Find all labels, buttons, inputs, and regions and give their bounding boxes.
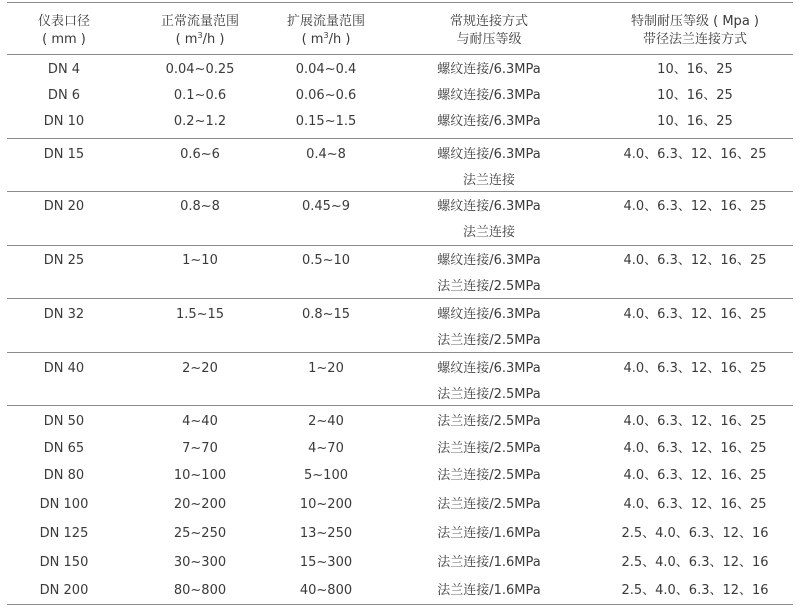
cell-extended-flow: 40~800 — [299, 583, 353, 598]
cell-connection-secondary: 法兰连接/2.5MPa — [437, 279, 541, 294]
cell-connection: 螺纹连接/6.3MPa — [437, 62, 541, 77]
header-normal-flow-unit: ( $m^3/h$ ) — [175, 31, 225, 47]
cell-connection: 螺纹连接/6.3MPa — [437, 114, 541, 129]
cell-special-pressure: 4.0、6.3、12、16、25 — [623, 307, 767, 322]
header-size-unit: ( mm ) — [42, 32, 86, 47]
cell-size: DN 150 — [39, 555, 89, 570]
header-special-pressure-title: 特制耐压等级 ( Mpa ) — [631, 14, 759, 29]
cell-size: DN 65 — [43, 441, 85, 456]
cell-connection: 螺纹连接/6.3MPa — [437, 88, 541, 103]
cell-size: DN 125 — [39, 526, 89, 541]
cell-connection-secondary: 法兰连接/2.5MPa — [437, 387, 541, 402]
cell-extended-flow: 4~70 — [308, 441, 344, 456]
cell-size: DN 80 — [43, 468, 85, 483]
cell-special-pressure: 10、16、25 — [657, 88, 733, 103]
cell-connection-secondary: 法兰连接 — [462, 225, 516, 240]
header-special-pressure-subtitle: 带径法兰连接方式 — [642, 32, 748, 47]
cell-size: DN 200 — [39, 583, 89, 598]
cell-normal-flow: 30~300 — [173, 555, 227, 570]
cell-connection: 法兰连接/1.6MPa — [437, 526, 541, 541]
cell-extended-flow: 0.45~9 — [301, 199, 351, 214]
cell-normal-flow: 1.5~15 — [175, 307, 225, 322]
cell-extended-flow: 1~20 — [308, 361, 344, 376]
cell-extended-flow: 0.4~8 — [306, 147, 346, 162]
group-divider — [7, 245, 793, 246]
cell-normal-flow: 0.1~0.6 — [173, 88, 227, 103]
cell-extended-flow: 0.04~0.4 — [295, 62, 357, 77]
cell-size: DN 50 — [43, 414, 85, 429]
table-bottom-border — [7, 604, 793, 605]
group-divider — [7, 352, 793, 353]
header-extended-flow-unit: ( $m^3/h$ ) — [301, 31, 351, 47]
cell-special-pressure: 2.5、4.0、6.3、12、16 — [621, 583, 769, 598]
cell-extended-flow: 0.06~0.6 — [295, 88, 357, 103]
cell-size: DN 100 — [39, 497, 89, 512]
cell-extended-flow: 0.5~10 — [301, 253, 351, 268]
cell-normal-flow: 10~100 — [173, 468, 227, 483]
cell-normal-flow: 20~200 — [173, 497, 227, 512]
cell-special-pressure: 4.0、6.3、12、16、25 — [623, 147, 767, 162]
group-divider — [7, 191, 793, 192]
cell-extended-flow: 15~300 — [299, 555, 353, 570]
cell-connection: 螺纹连接/6.3MPa — [437, 199, 541, 214]
cell-extended-flow: 0.8~15 — [301, 307, 351, 322]
cell-normal-flow: 1~10 — [182, 253, 218, 268]
cell-extended-flow: 0.15~1.5 — [295, 114, 357, 129]
cell-special-pressure: 2.5、4.0、6.3、12、16 — [621, 555, 769, 570]
group-divider — [7, 298, 793, 299]
cell-extended-flow: 2~40 — [308, 414, 344, 429]
header-connection-title: 常规连接方式 — [449, 14, 529, 29]
cell-connection: 法兰连接/1.6MPa — [437, 583, 541, 598]
cell-connection: 螺纹连接/6.3MPa — [437, 253, 541, 268]
cell-connection-secondary: 法兰连接/2.5MPa — [437, 333, 541, 348]
cell-special-pressure: 4.0、6.3、12、16、25 — [623, 441, 767, 456]
group-divider — [7, 138, 793, 139]
cell-normal-flow: 2~20 — [182, 361, 218, 376]
header-normal-flow-title: 正常流量范围 — [160, 14, 240, 29]
cell-special-pressure: 4.0、6.3、12、16、25 — [623, 414, 767, 429]
cell-size: DN 40 — [43, 361, 85, 376]
cell-connection: 螺纹连接/6.3MPa — [437, 147, 541, 162]
header-divider — [7, 54, 793, 55]
header-size-title: 仪表口径 — [37, 14, 91, 29]
cell-size: DN 6 — [47, 88, 81, 103]
cell-extended-flow: 10~200 — [299, 497, 353, 512]
cell-size: DN 15 — [43, 147, 85, 162]
cell-connection-secondary: 法兰连接 — [462, 173, 516, 188]
cell-normal-flow: 0.6~6 — [180, 147, 220, 162]
cell-connection: 法兰连接/2.5MPa — [437, 414, 541, 429]
cell-special-pressure: 4.0、6.3、12、16、25 — [623, 253, 767, 268]
cell-extended-flow: 5~100 — [304, 468, 348, 483]
cell-connection: 法兰连接/1.6MPa — [437, 555, 541, 570]
cell-special-pressure: 10、16、25 — [657, 62, 733, 77]
cell-connection: 法兰连接/2.5MPa — [437, 468, 541, 483]
header-extended-flow-title: 扩展流量范围 — [286, 14, 366, 29]
cell-normal-flow: 80~800 — [173, 583, 227, 598]
cell-size: DN 4 — [47, 62, 81, 77]
cell-size: DN 32 — [43, 307, 85, 322]
cell-connection: 螺纹连接/6.3MPa — [437, 307, 541, 322]
cell-normal-flow: 0.8~8 — [180, 199, 220, 214]
cell-normal-flow: 0.2~1.2 — [173, 114, 227, 129]
header-connection-subtitle: 与耐压等级 — [456, 32, 522, 47]
table-top-border — [7, 2, 793, 3]
group-divider — [7, 405, 793, 406]
cell-size: DN 10 — [43, 114, 85, 129]
cell-special-pressure: 4.0、6.3、12、16、25 — [623, 199, 767, 214]
cell-normal-flow: 0.04~0.25 — [165, 62, 235, 77]
cell-connection: 螺纹连接/6.3MPa — [437, 361, 541, 376]
cell-size: DN 20 — [43, 199, 85, 214]
cell-special-pressure: 2.5、4.0、6.3、12、16 — [621, 526, 769, 541]
cell-special-pressure: 4.0、6.3、12、16、25 — [623, 361, 767, 376]
cell-size: DN 25 — [43, 253, 85, 268]
cell-special-pressure: 4.0、6.3、12、16、25 — [623, 468, 767, 483]
cell-special-pressure: 10、16、25 — [657, 114, 733, 129]
cell-normal-flow: 25~250 — [173, 526, 227, 541]
cell-special-pressure: 4.0、6.3、12、16、25 — [623, 497, 767, 512]
cell-connection: 法兰连接/2.5MPa — [437, 441, 541, 456]
cell-normal-flow: 7~70 — [182, 441, 218, 456]
cell-normal-flow: 4~40 — [182, 414, 218, 429]
cell-connection: 法兰连接/2.5MPa — [437, 497, 541, 512]
cell-extended-flow: 13~250 — [299, 526, 353, 541]
